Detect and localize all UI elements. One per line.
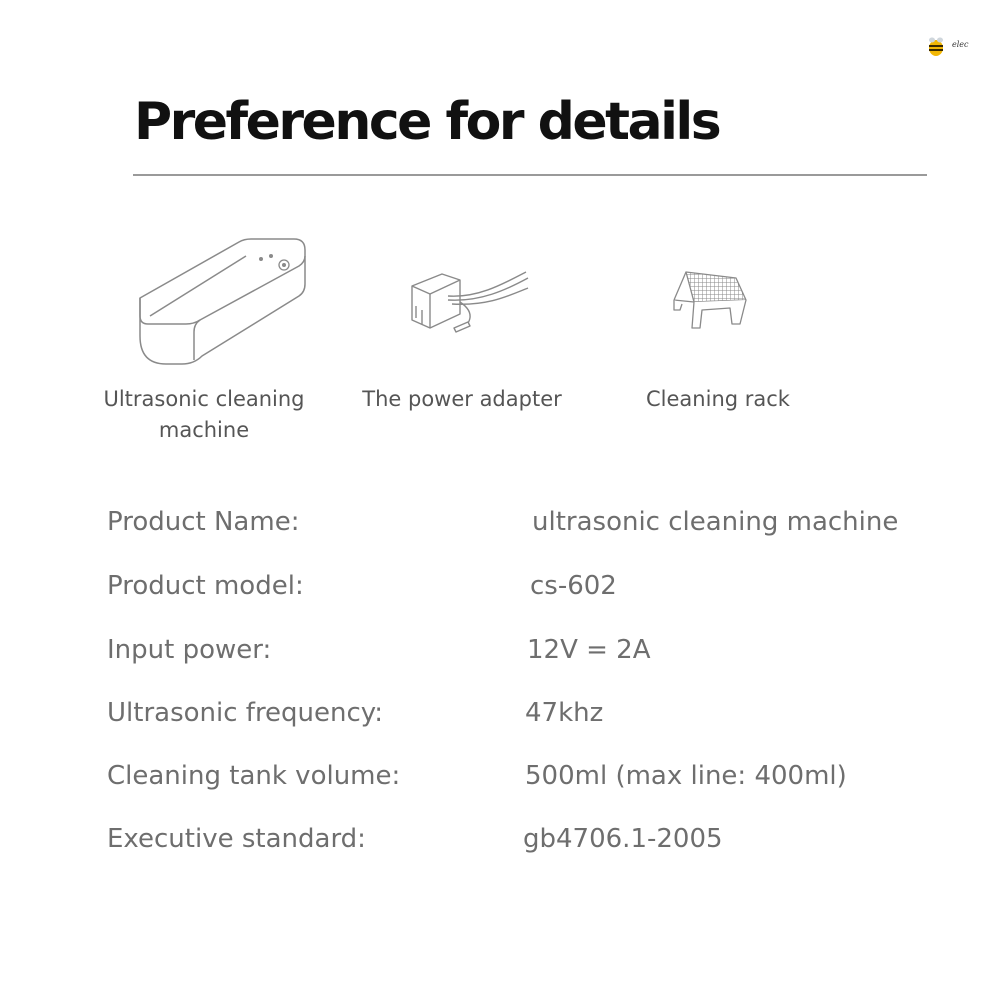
spec-label-product-name: Product Name:: [107, 507, 300, 537]
spec-label-ultrasonic-frequency: Ultrasonic frequency:: [107, 698, 384, 728]
spec-value-executive-standard: gb4706.1-2005: [523, 824, 723, 854]
spec-value-tank-volume: 500ml (max line: 400ml): [525, 761, 847, 791]
spec-value-product-model: cs-602: [530, 571, 617, 601]
component-caption-ultrasonic-cleaner: [84, 384, 324, 446]
title-divider: [133, 174, 927, 176]
component-label: machine: [158, 418, 250, 442]
spec-label-input-power: Input power:: [107, 635, 272, 665]
component-caption-power-adapter: [342, 384, 582, 415]
component-label: The power adapter: [362, 387, 562, 411]
spec-label-tank-volume: Cleaning tank volume:: [107, 761, 401, 791]
ultrasonic-cleaner-icon: [134, 232, 310, 368]
spec-label-product-model: Product model:: [107, 571, 304, 601]
brand-logo-text: elec: [952, 40, 969, 49]
power-adapter-icon: [408, 266, 532, 338]
spec-label-executive-standard: Executive standard:: [107, 824, 366, 854]
component-caption-cleaning-rack: [598, 384, 838, 415]
spec-value-input-power: 12V = 2A: [527, 635, 651, 665]
component-label: Cleaning rack: [646, 387, 790, 411]
component-label: Ultrasonic cleaning: [103, 387, 305, 411]
spec-value-ultrasonic-frequency: 47khz: [525, 698, 604, 728]
page-title: Preference for details: [134, 92, 720, 152]
cleaning-rack-icon: [670, 266, 750, 336]
spec-value-product-name: ultrasonic cleaning machine: [532, 507, 899, 537]
